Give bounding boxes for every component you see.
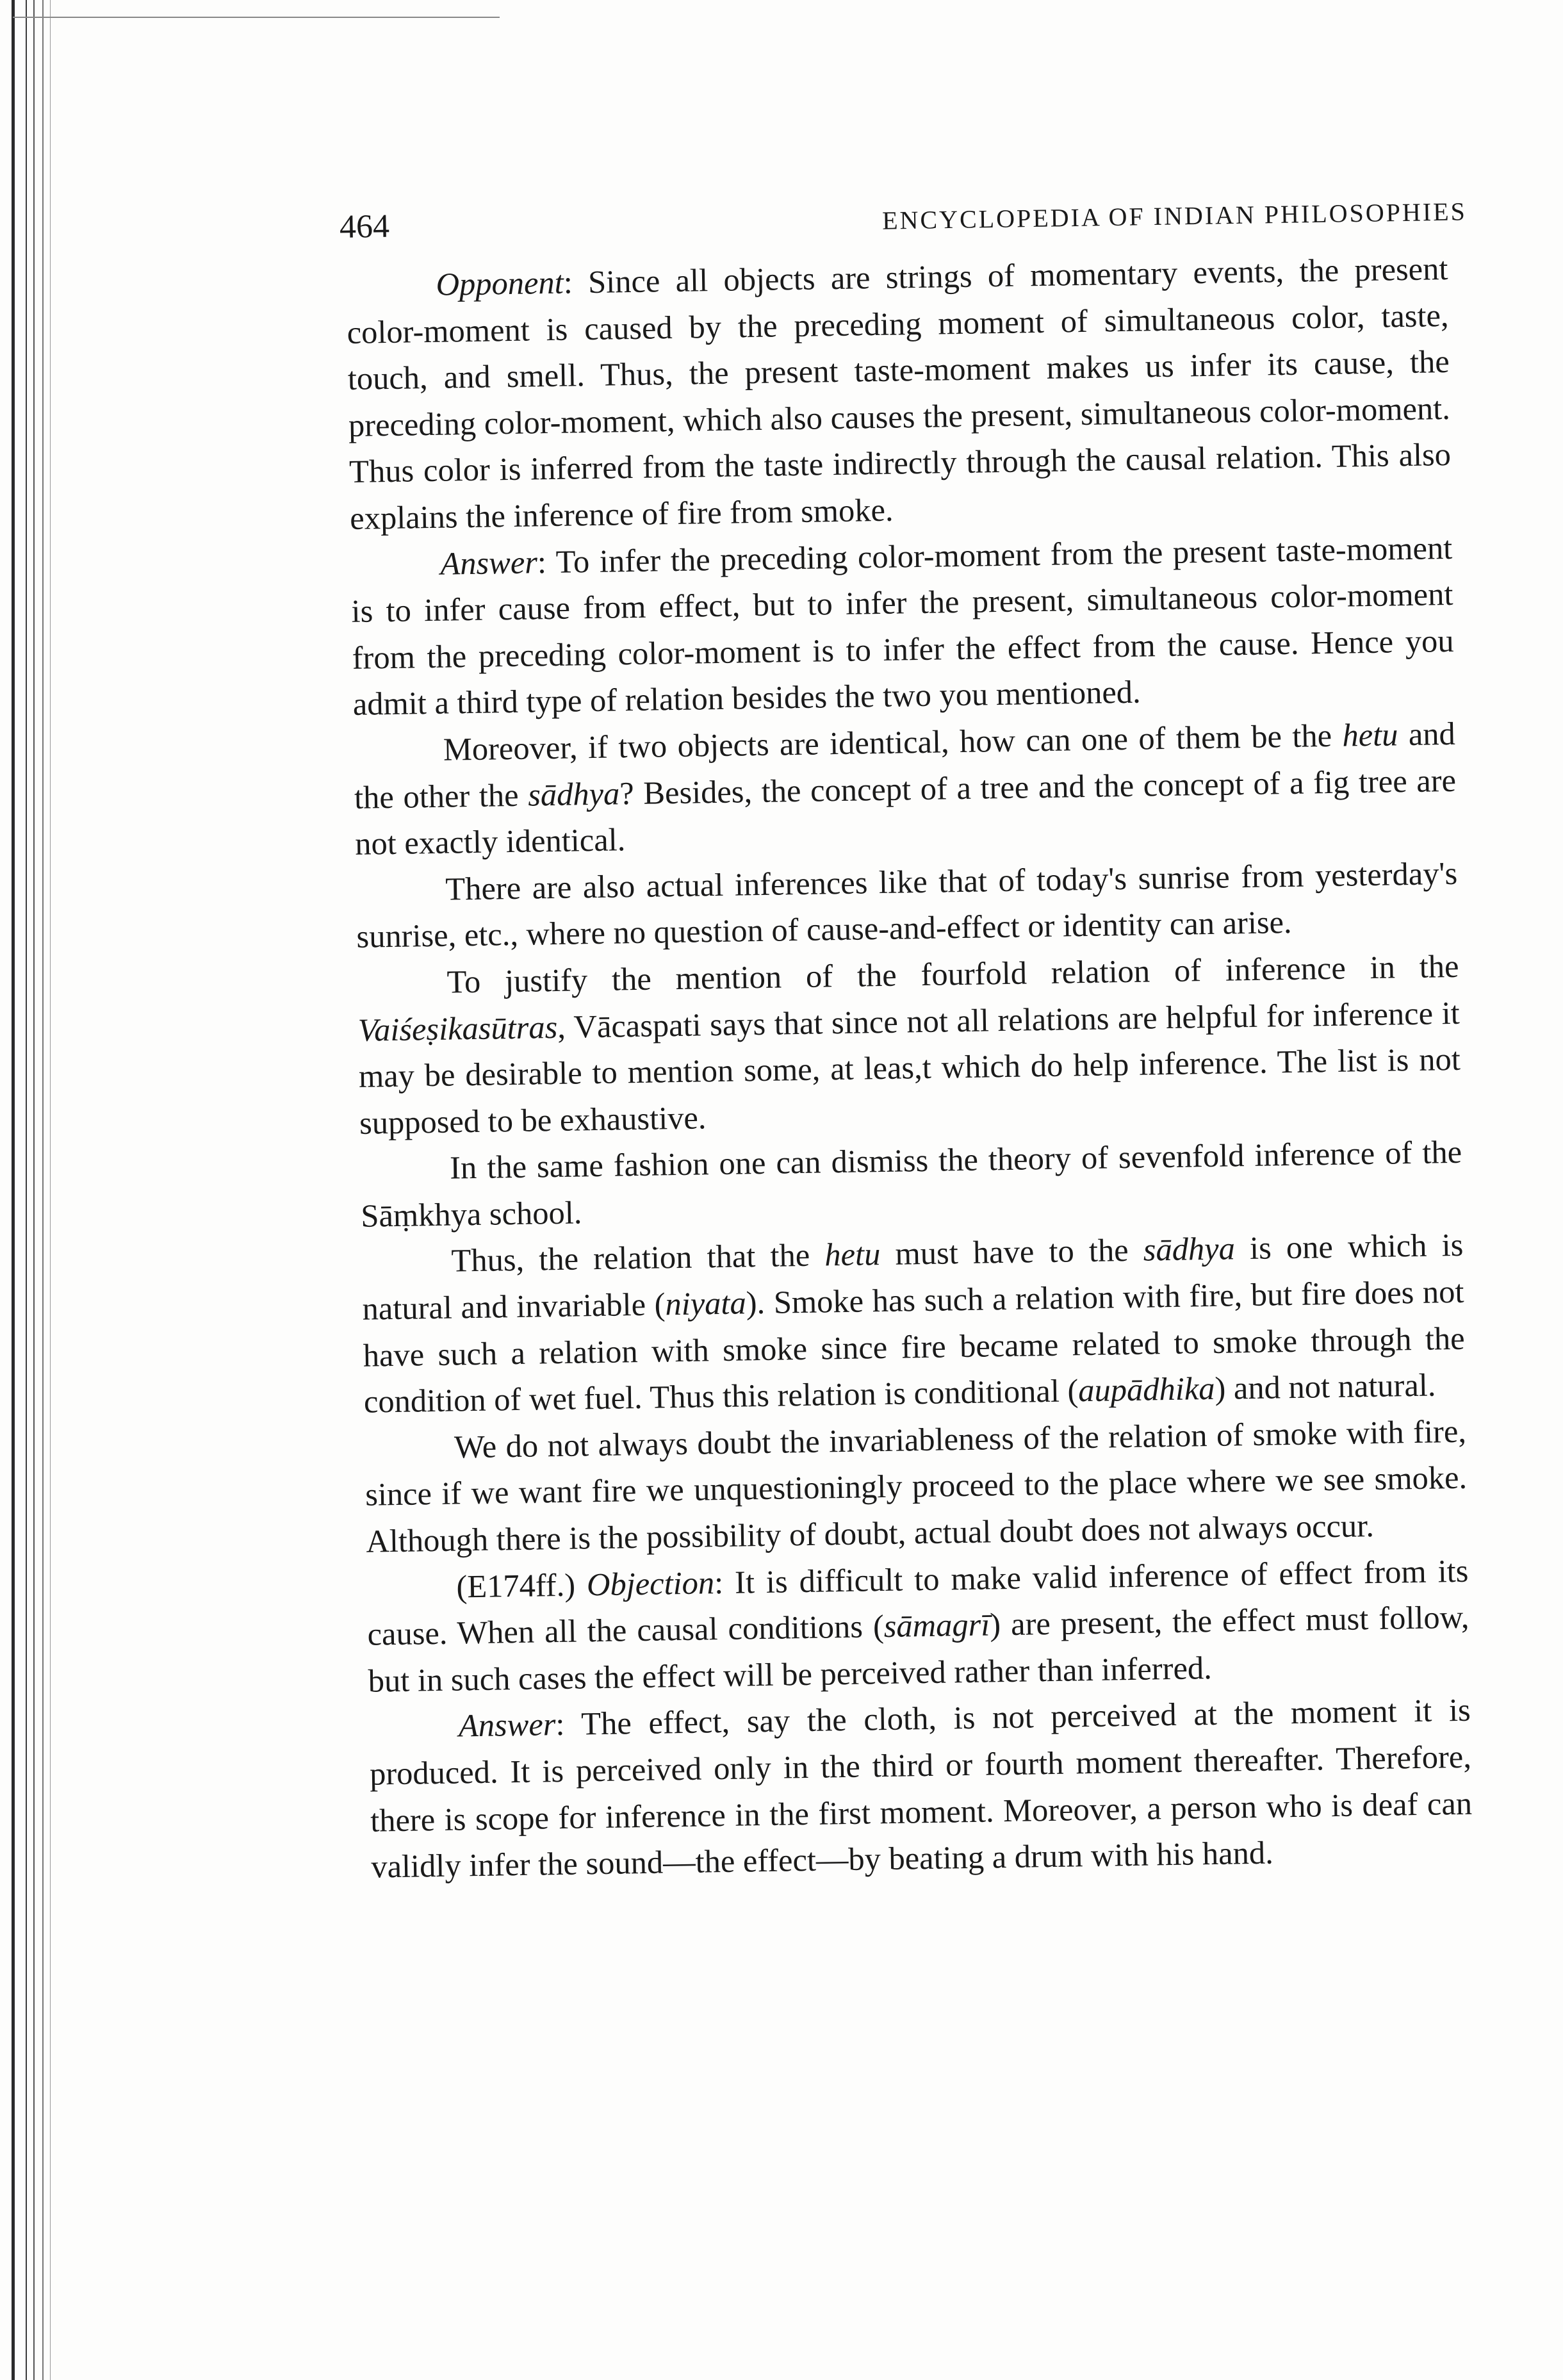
page-header xyxy=(340,190,1468,246)
page-number: 464 xyxy=(339,208,390,245)
paragraph-objection: (E174ff.) Objection: It is difficult to make valid inference of effect from its cause. When all the causal conditions (sāmagrī) are present, the effect must follow, but in such cases the effect will be perceived rather than inferred. xyxy=(367,1552,1469,1699)
page-top-edge xyxy=(13,17,500,18)
paragraph-opponent: Opponent: Since all objects are strings of momentary events, the present color-moment is caused by the preceding moment of simultaneous color, taste, touch, and smell. Thus, the present taste-moment makes us infer its cause, the preceding color-moment, which also causes the present, simultaneous color-moment. Thus color is inferred from the taste indirectly through the causal relation. This also explains the inference of fire from smoke. xyxy=(347,250,1452,536)
paragraph-answer: Answer: To infer the preceding color-moment from the present taste-moment is to infer cause from effect, but to infer the present, simultaneous color-moment from the preceding color-moment is to infer the effect from the cause. Hence you admit a third type of relation besides the two you mentioned. xyxy=(351,529,1454,723)
paragraph: In the same fashion one can dismiss the theory of sevenfold inference of the Sāṃkhya school. xyxy=(360,1134,1462,1234)
speaker-label: Opponent xyxy=(436,264,564,302)
paragraph: To justify the mention of the fourfold relation of inference in the Vaiśeṣikasūtras, Vācaspati says that since not all relations are helpful for inference it may be desirable to mention some, at leas,t which do help inference. The list is not supposed to be exhaustive. xyxy=(357,948,1461,1141)
binding-edge-line xyxy=(42,0,44,2380)
paragraph: We do not always doubt the invariableness of the relation of smoke with fire, since if we want fire we unquestioningly proceed to the place where we see smoke. Although there is the possibility of doubt, actual doubt does not always occur. xyxy=(364,1413,1468,1559)
body-text xyxy=(346,245,1473,1890)
running-title: ENCYCLOPEDIA OF INDIAN PHILOSOPHIES xyxy=(881,197,1468,235)
speaker-label: Objection xyxy=(586,1564,715,1602)
speaker-label: Answer xyxy=(458,1706,556,1744)
binding-edge-line xyxy=(33,0,35,2380)
paragraph: Thus, the relation that the hetu must have to the sādhya is one which is natural and invariable (niyata). Smoke has such a relation with fire, but fire does not have such a relation with smoke since fire became related to smoke through the condition of wet fuel. Thus this relation is conditional (aupādhika) and not natural. xyxy=(362,1227,1466,1420)
paragraph-answer: Answer: The effect, say the cloth, is not perceived at the moment it is produced. It is perceived only in the third or fourth moment thereafter. Therefore, there is scope for inference in the first moment. Moreover, a person who is deaf can validly infer the sound—the effect—by beating a drum with his hand. xyxy=(369,1692,1473,1885)
binding-edge-line xyxy=(26,0,27,2380)
paragraph: Moreover, if two objects are identical, how can one of them be the hetu and the other the sādhya? Besides, the concept of a tree and the concept of a fig tree are not exactly identical. xyxy=(354,715,1457,862)
speaker-label: Answer xyxy=(439,543,538,582)
binding-edge-line xyxy=(12,0,15,2380)
binding-edge-line xyxy=(50,0,51,2380)
paragraph: There are also actual inferences like that of today's sunrise from yesterday's sunrise, etc., where no question of cause-and-effect or identity can arise. xyxy=(356,855,1458,955)
